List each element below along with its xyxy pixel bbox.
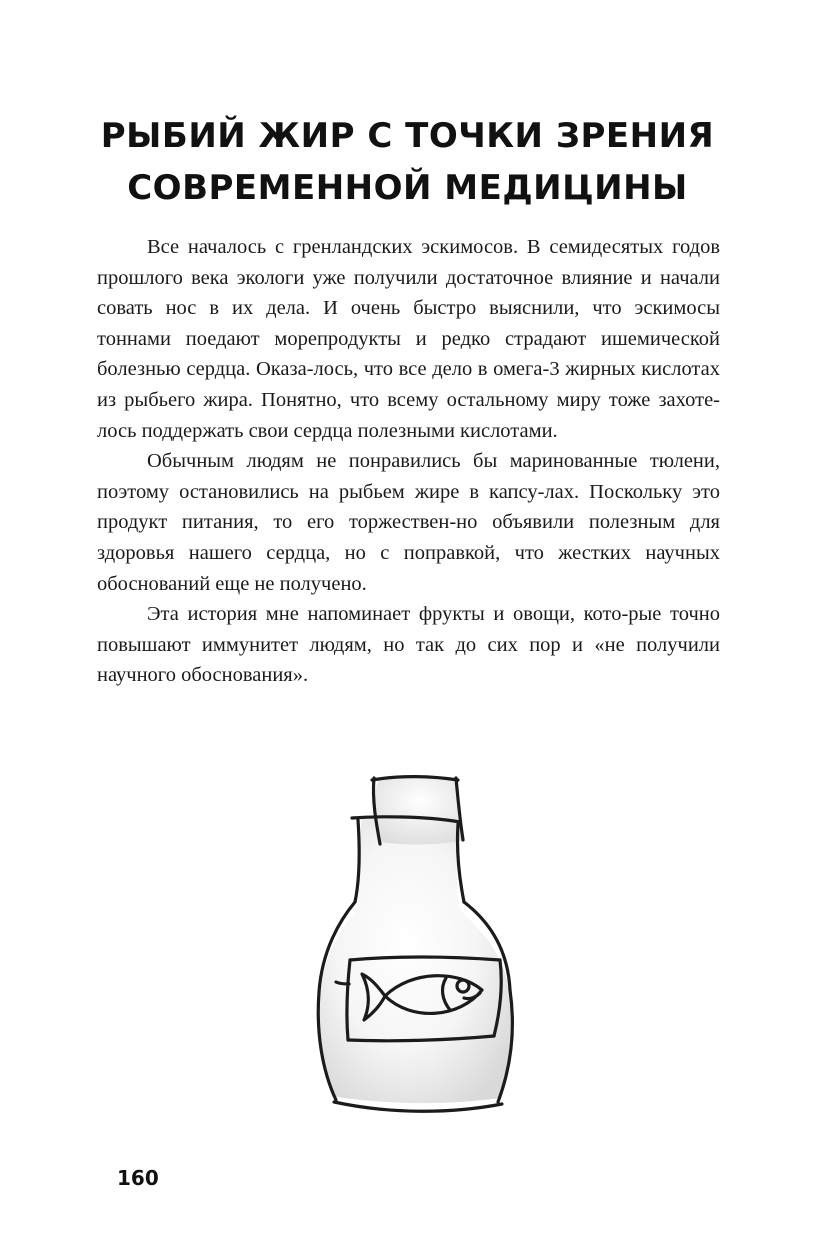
fish-oil-bottle-illustration	[300, 770, 530, 1120]
paragraph-2: Обычным людям не понравились бы маринованные тюлени, поэтому остановились на рыбьем жире в капсу-лах. Поскольку это продукт питания, то его торжествен-но объявили полезным для здоровья нашего сердца, но с поправкой, что жестких научных обоснований еще не получено.	[97, 450, 720, 595]
chapter-heading-line-1: РЫБИЙ ЖИР С ТОЧКИ ЗРЕНИЯ	[100, 116, 715, 156]
paragraph-1: Все началось с гренландских эскимосов. В семидесятых годов прошлого века экологи уже получили достаточное влияние и начали совать нос в их дела. И очень быстро выяснили, что эскимосы тоннами поедают морепродукты и редко страдают ишемической болезнью сердца. Оказа-лось, что все дело в омега-3 жирных кислотах из рыбьего жира. Понятно, что всему остальному миру тоже захоте-лось поддержать свои сердца полезными кислотами.	[97, 236, 720, 442]
body-text	[97, 232, 720, 691]
paragraph-3: Эта история мне напоминает фрукты и овощи, кото-рые точно повышают иммунитет людям, но так до сих пор и «не получили научного обоснования».	[97, 603, 720, 687]
chapter-heading-line-2: СОВРЕМЕННОЙ МЕДИЦИНЫ	[127, 168, 688, 208]
chapter-heading	[0, 110, 815, 214]
page-number: 160	[117, 1166, 159, 1190]
bottle-cap	[375, 777, 465, 844]
fish-oil-bottle-icon	[300, 770, 530, 1120]
